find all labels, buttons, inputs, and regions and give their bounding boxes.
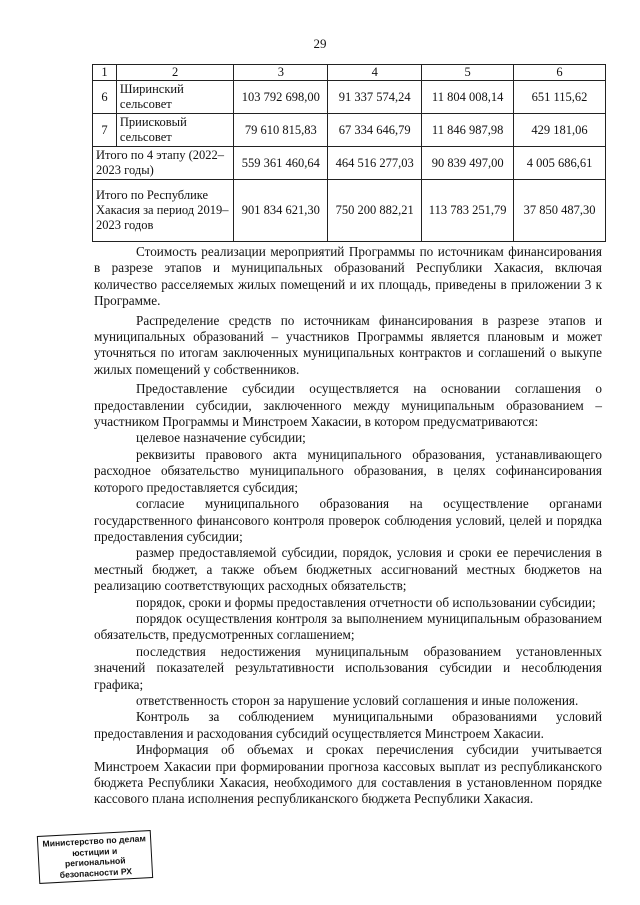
paragraph: Стоимость реализации мероприятий Программы по источникам финансирования в разрезе этапов и муниципальных образований Республики Хакасия, включая количество расселяемых жилых помещений и их площадь, приведены в приложении 3 к Программе.	[94, 244, 602, 309]
paragraph: Распределение средств по источникам финансирования в разрезе этапов и муниципальных образований – участников Программы является плановым и может уточняться по итогам заключенных муниципальных контрактов и соглашений о выкупе жилых помещений у собственников.	[94, 312, 602, 377]
row-index: 6	[93, 81, 117, 114]
row-name: Приисковый сельсовет	[116, 114, 234, 147]
paragraph: реквизиты правового акта муниципального образования, устанавливающего расходное обязательство муниципального образования, в целях софинансирования которого предоставляется субсидия;	[94, 446, 602, 495]
table-header-cell: 2	[116, 65, 234, 81]
paragraph: Контроль за соблюдением муниципальными образованиями условий предоставления и расходования субсидий осуществляется Минстроем Хакасии.	[94, 709, 602, 741]
table-header-cell: 5	[422, 65, 514, 81]
paragraph: порядок осуществления контроля за выполнением муниципальным образованием обязательств, предусмотренных соглашением;	[94, 610, 602, 643]
stamp-line: безопасности РХ	[59, 865, 133, 880]
stamp-line: Министерство по делам	[42, 833, 147, 849]
ministry-stamp	[37, 830, 153, 884]
table-row	[93, 81, 606, 114]
paragraph: последствия недостижения муниципальным образованием установленных значений показателей результативности использования субсидии и несоблюдения графика;	[94, 643, 602, 692]
row-index: 7	[93, 114, 117, 147]
row-name: Ширинский сельсовет	[116, 81, 234, 114]
row-value: 11 846 987,98	[422, 114, 514, 147]
row-value: 67 334 646,79	[328, 114, 422, 147]
paragraph: порядок, сроки и формы предоставления отчетности об использовании субсидии;	[136, 594, 596, 610]
table-subtotal-row	[93, 147, 606, 180]
row-value: 103 792 698,00	[234, 81, 328, 114]
subtotal-value: 90 839 497,00	[422, 147, 514, 180]
subtotal-value: 464 516 277,03	[328, 147, 422, 180]
row-value: 429 181,06	[514, 114, 606, 147]
paragraph: размер предоставляемой субсидии, порядок, условия и сроки ее перечисления в местный бюджет, а также объем бюджетных ассигнований местных бюджетов на реализацию соответствующих расходных обязательств;	[94, 545, 602, 594]
row-value: 651 115,62	[514, 81, 606, 114]
paragraph: Информация об объемах и сроках перечисления субсидии учитывается Минстроем Хакасии при формировании прогноза кассовых выплат из республиканского бюджета Республики Хакасия, необходимого для составления в установленном порядке кассового плана исполнения республиканского бюджета Республики Хакасия.	[94, 742, 602, 807]
total-value: 113 783 251,79	[422, 180, 514, 242]
table-header-cell: 4	[328, 65, 422, 81]
subtotal-value: 4 005 686,61	[514, 147, 606, 180]
table-total-row	[93, 180, 606, 242]
row-value: 79 610 815,83	[234, 114, 328, 147]
total-value: 901 834 621,30	[234, 180, 328, 242]
stamp-line: юстиции и региональной	[64, 845, 126, 869]
table-header-cell: 1	[93, 65, 117, 81]
body-text	[94, 244, 602, 808]
total-label: Итого по Республике Хакасия за период 2019–2023 годов	[93, 180, 234, 242]
total-value: 750 200 882,21	[328, 180, 422, 242]
table-header-cell: 3	[234, 65, 328, 81]
table-row	[93, 114, 606, 147]
funding-table	[92, 64, 606, 242]
row-value: 11 804 008,14	[422, 81, 514, 114]
paragraph: согласие муниципального образования на осуществление органами государственного финансового контроля проверок соблюдения условий, целей и порядка предоставления субсидии;	[94, 496, 602, 544]
table-header-cell: 6	[514, 65, 606, 81]
paragraph: целевое назначение субсидии;	[136, 430, 306, 446]
row-value: 91 337 574,24	[328, 81, 422, 114]
subtotal-value: 559 361 460,64	[234, 147, 328, 180]
paragraph: Предоставление субсидии осуществляется на основании соглашения о предоставлении субсидии, заключенного между муниципальным образованием – участником Программы и Минстроем Хакасии, в котором предусматриваются:	[94, 381, 602, 430]
total-value: 37 850 487,30	[514, 180, 606, 242]
page-number: 29	[313, 36, 327, 51]
table-header-row	[93, 65, 606, 81]
paragraph: ответственность сторон за нарушение условий соглашения и иные положения.	[136, 692, 579, 708]
subtotal-label: Итого по 4 этапу (2022–2023 годы)	[93, 147, 234, 180]
